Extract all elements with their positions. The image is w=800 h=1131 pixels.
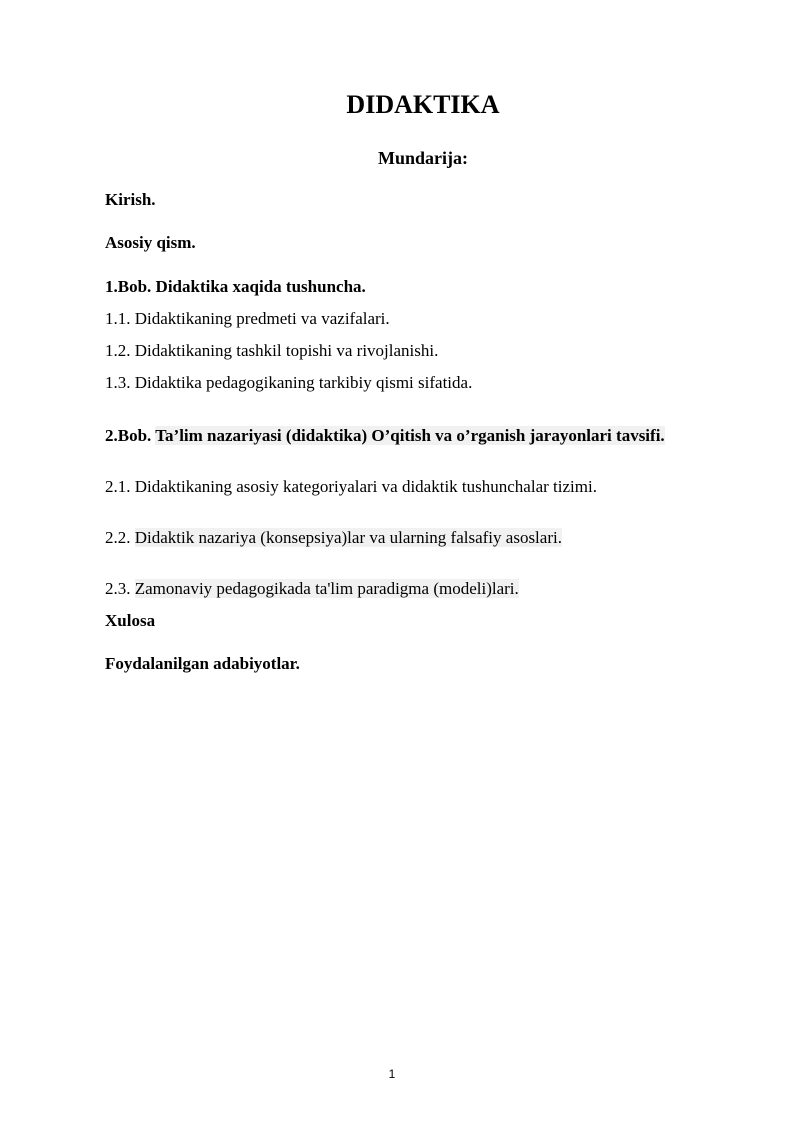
document-title: DIDAKTIKA (346, 90, 500, 119)
chapter-2-prefix: 2.Bob. (105, 426, 152, 445)
toc-item-2-2 (105, 527, 562, 549)
toc-item-2-3 (105, 578, 519, 600)
toc-item-2-1 (105, 476, 597, 498)
page-number: 1 (388, 1067, 396, 1081)
toc-item-text: Didaktikaning tashkil topishi va rivojlanishi. (134, 341, 439, 360)
toc-item-number: 1.1. (105, 309, 131, 328)
chapter-1-prefix: 1.Bob. (105, 277, 152, 296)
toc-item-1-2 (105, 340, 438, 362)
toc-item-number: 2.1. (105, 477, 131, 496)
chapter-1-title: Didaktika xaqida tushuncha. (155, 277, 366, 296)
chapter-2-title: Ta’lim nazariyasi (didaktika) O’qitish va o’rganish jarayonlari tavsifi. (155, 426, 665, 445)
toc-heading: Mundarija: (378, 148, 468, 168)
toc-item-text: Didaktikaning asosiy kategoriyalari va didaktik tushunchalar tizimi. (134, 477, 597, 496)
toc-item-1-3 (105, 372, 472, 394)
toc-item-number: 2.3. (105, 579, 131, 598)
toc-references: Foydalanilgan adabiyotlar. (105, 654, 300, 673)
toc-item-number: 2.2. (105, 528, 131, 547)
toc-item-text: Didaktika pedagogikaning tarkibiy qismi sifatida. (134, 373, 473, 392)
toc-item-number: 1.3. (105, 373, 131, 392)
toc-item-text: Didaktik nazariya (konsepsiya)lar va ularning falsafiy asoslari. (134, 528, 562, 547)
toc-chapter-2 (105, 425, 665, 447)
toc-item-text: Didaktikaning predmeti va vazifalari. (134, 309, 390, 328)
toc-intro: Kirish. (105, 190, 156, 209)
toc-chapter-1 (105, 276, 366, 298)
toc-conclusion: Xulosa (105, 611, 156, 630)
toc-item-text: Zamonaviy pedagogikada ta'lim paradigma (modeli)lari. (134, 579, 519, 598)
toc-item-1-1 (105, 308, 390, 330)
toc-item-number: 1.2. (105, 341, 131, 360)
toc-main-part: Asosiy qism. (105, 233, 196, 252)
